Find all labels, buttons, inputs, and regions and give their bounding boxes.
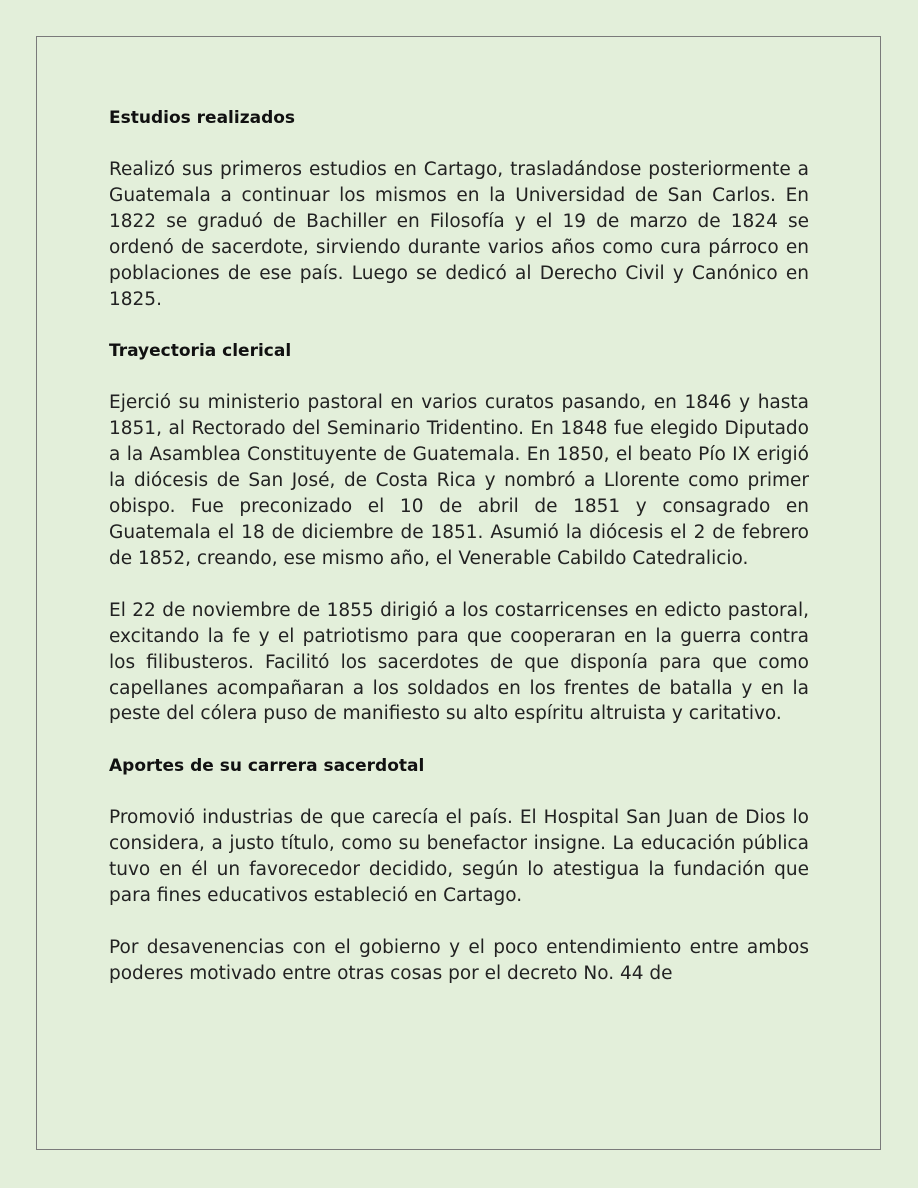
paragraph-estudios: Realizó sus primeros estudios en Cartago, trasladándose posteriormente a Guatemala a continuar los mismos en la Universidad de San Carlos. En 1822 se graduó de Bachiller en Filosofía y el 19 de marzo de 1824 se ordenó de sacerdote, sirviendo durante varios años como cura párroco en poblaciones de ese país. Luego se dedicó al Derecho Civil y Canónico en 1825. bbox=[109, 159, 809, 310]
paragraph-aportes-2: Por desavenencias con el gobierno y el poco entendimiento entre ambos poderes motivado entre otras cosas por el decreto No. 44 de bbox=[109, 936, 809, 984]
paragraph-trayectoria-1: Ejerció su ministerio pastoral en varios curatos pasando, en 1846 y hasta 1851, al Rectorado del Seminario Tridentino. En 1848 fue elegido Diputado a la Asamblea Constituyente de Guatemala. En 1850, el beato Pío IX erigió la diócesis de San José, de Costa Rica y nombró a Llorente como primer obispo. Fue preconizado el 10 de abril de 1851 y consagrado en Guatemala el 18 de diciembre de 1851. Asumió la diócesis el 2 de febrero de 1852, creando, ese mismo año, el Venerable Cabildo Catedralicio. bbox=[109, 392, 809, 569]
section-heading-estudios: Estudios realizados bbox=[109, 108, 296, 128]
paragraph-aportes-1: Promovió industrias de que carecía el país. El Hospital San Juan de Dios lo considera, a justo título, como su benefactor insigne. La educación pública tuvo en él un favorecedor decidido, según lo atestigua la fundación que para fines educativos estableció en Cartago. bbox=[109, 807, 809, 907]
paragraph-trayectoria-2: El 22 de noviembre de 1855 dirigió a los costarricenses en edicto pastoral, excitando la fe y el patriotismo para que cooperaran en la guerra contra los filibusteros. Facilitó los sacerdotes de que disponía para que como capellanes acompañaran a los soldados en los frentes de batalla y en la peste del cólera puso de manifiesto su alto espíritu altruista y caritativo. bbox=[109, 599, 809, 725]
page-frame bbox=[36, 36, 881, 1150]
section-heading-trayectoria: Trayectoria clerical bbox=[109, 341, 292, 362]
document-content bbox=[109, 105, 809, 987]
section-heading-aportes: Aportes de su carrera sacerdotal bbox=[109, 756, 425, 777]
